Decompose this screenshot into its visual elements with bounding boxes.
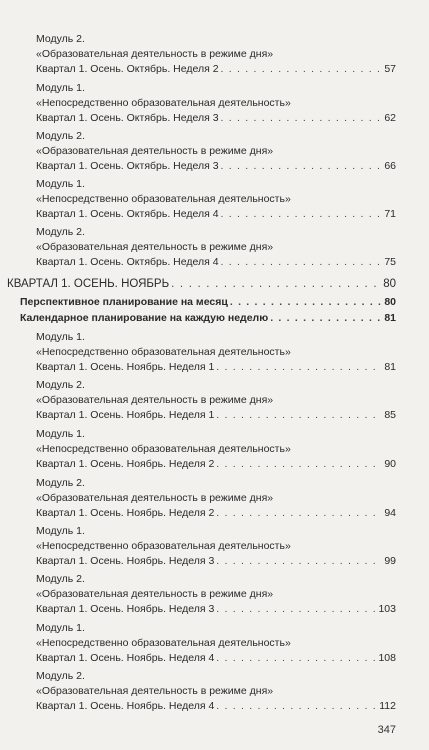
- page-ref: 80: [383, 278, 396, 290]
- page-ref: 85: [384, 409, 396, 421]
- page-ref: 99: [384, 555, 396, 567]
- module-title: «Непосредственно образовательная деятельность»: [36, 637, 291, 649]
- entry-text: Квартал 1. Осень. Ноябрь. Неделя 4: [36, 652, 215, 664]
- toc-line[interactable]: [36, 602, 396, 617]
- entry-text: Квартал 1. Осень. Ноябрь. Неделя 3: [36, 555, 215, 567]
- module-label: Модуль 2.: [36, 226, 85, 238]
- page-ref: 103: [378, 603, 396, 615]
- entry-text: Квартал 1. Осень. Октябрь. Неделя 2: [36, 63, 219, 75]
- toc-entry: [36, 621, 396, 666]
- subsection-title: Перспективное планирование на месяц: [20, 296, 228, 308]
- leader-dots: [221, 62, 383, 77]
- entry-text: Квартал 1. Осень. Октябрь. Неделя 4: [36, 256, 219, 268]
- toc-entry: [36, 524, 396, 569]
- module-label: Модуль 2.: [36, 477, 85, 489]
- module-label: Модуль 2.: [36, 33, 85, 45]
- leader-dots: [216, 602, 376, 617]
- page-ref: 94: [384, 507, 396, 519]
- page-ref: 71: [384, 208, 396, 220]
- leader-dots: [221, 255, 383, 270]
- module-title: «Образовательная деятельность в режиме дня»: [36, 241, 274, 253]
- page-ref: 57: [384, 63, 396, 75]
- entry-text: Квартал 1. Осень. Ноябрь. Неделя 2: [36, 507, 215, 519]
- toc-entry: [36, 129, 396, 174]
- page-number: 347: [377, 724, 396, 736]
- entry-text: Квартал 1. Осень. Октябрь. Неделя 3: [36, 160, 219, 172]
- toc-line[interactable]: [36, 159, 396, 174]
- leader-dots: [216, 408, 382, 423]
- leader-dots: [216, 699, 377, 714]
- module-title: «Образовательная деятельность в режиме дня»: [36, 588, 274, 600]
- module-title: «Образовательная деятельность в режиме дня»: [36, 685, 274, 697]
- toc-entry: [36, 476, 396, 521]
- entry-text: Квартал 1. Осень. Ноябрь. Неделя 1: [36, 409, 215, 421]
- subsection-heading[interactable]: [20, 311, 396, 326]
- page-ref: 90: [384, 458, 396, 470]
- page-ref: 81: [384, 361, 396, 373]
- toc-line[interactable]: [36, 62, 396, 77]
- toc-line[interactable]: [36, 408, 396, 423]
- toc-entry: [36, 669, 396, 714]
- toc-line[interactable]: [36, 457, 396, 472]
- toc-line[interactable]: [36, 699, 396, 714]
- toc-line[interactable]: [36, 207, 396, 222]
- module-label: Модуль 1.: [36, 82, 85, 94]
- toc-entry: [36, 81, 396, 126]
- module-title: «Непосредственно образовательная деятельность»: [36, 346, 291, 358]
- entry-text: Квартал 1. Осень. Ноябрь. Неделя 1: [36, 361, 215, 373]
- module-label: Модуль 2.: [36, 670, 85, 682]
- leader-dots: [216, 554, 382, 569]
- leader-dots: [216, 457, 382, 472]
- page-ref: 81: [384, 312, 396, 324]
- toc-entry: [36, 32, 396, 77]
- subsection-heading[interactable]: [20, 295, 396, 310]
- leader-dots: [221, 159, 383, 174]
- module-title: «Непосредственно образовательная деятельность»: [36, 443, 291, 455]
- toc-line[interactable]: [36, 506, 396, 521]
- section-heading[interactable]: [7, 276, 396, 292]
- entry-text: Квартал 1. Осень. Ноябрь. Неделя 3: [36, 603, 215, 615]
- leader-dots: [270, 311, 382, 326]
- leader-dots: [216, 360, 382, 375]
- toc-entry: [36, 572, 396, 617]
- page-ref: 112: [379, 700, 396, 712]
- leader-dots: [216, 506, 382, 521]
- toc-entry: [36, 330, 396, 375]
- toc-entry: [36, 427, 396, 472]
- module-label: Модуль 1.: [36, 331, 85, 343]
- toc-entry: [36, 225, 396, 270]
- module-label: Модуль 2.: [36, 379, 85, 391]
- toc-line[interactable]: [36, 651, 396, 666]
- module-title: «Непосредственно образовательная деятельность»: [36, 193, 291, 205]
- module-title: «Образовательная деятельность в режиме дня»: [36, 394, 274, 406]
- toc-entry: [36, 177, 396, 222]
- module-label: Модуль 1.: [36, 622, 85, 634]
- module-title: «Непосредственно образовательная деятельность»: [36, 540, 291, 552]
- section-title: КВАРТАЛ 1. ОСЕНЬ. НОЯБРЬ: [7, 278, 170, 290]
- toc-line[interactable]: [36, 554, 396, 569]
- entry-text: Квартал 1. Осень. Ноябрь. Неделя 2: [36, 458, 215, 470]
- toc-line[interactable]: [36, 255, 396, 270]
- page-ref: 62: [384, 112, 396, 124]
- entry-text: Квартал 1. Осень. Ноябрь. Неделя 4: [36, 700, 215, 712]
- module-label: Модуль 2.: [36, 130, 85, 142]
- leader-dots: [221, 111, 383, 126]
- subsection-title: Календарное планирование на каждую неделю: [20, 312, 269, 324]
- page-ref: 108: [378, 652, 396, 664]
- leader-dots: [221, 207, 383, 222]
- module-label: Модуль 1.: [36, 525, 85, 537]
- leader-dots: [216, 651, 376, 666]
- toc-entry: [36, 378, 396, 423]
- module-label: Модуль 1.: [36, 178, 85, 190]
- module-title: «Образовательная деятельность в режиме дня»: [36, 48, 274, 60]
- entry-text: Квартал 1. Осень. Октябрь. Неделя 4: [36, 208, 219, 220]
- module-label: Модуль 1.: [36, 428, 85, 440]
- entry-text: Квартал 1. Осень. Октябрь. Неделя 3: [36, 112, 219, 124]
- page-ref: 66: [384, 160, 396, 172]
- page-ref: 75: [384, 256, 396, 268]
- module-title: «Образовательная деятельность в режиме дня»: [36, 145, 274, 157]
- module-title: «Образовательная деятельность в режиме дня»: [36, 492, 274, 504]
- module-label: Модуль 2.: [36, 573, 85, 585]
- toc-line[interactable]: [36, 111, 396, 126]
- leader-dots: [171, 276, 381, 292]
- toc-line[interactable]: [36, 360, 396, 375]
- module-title: «Непосредственно образовательная деятельность»: [36, 97, 291, 109]
- page-ref: 80: [384, 296, 396, 308]
- leader-dots: [230, 295, 382, 310]
